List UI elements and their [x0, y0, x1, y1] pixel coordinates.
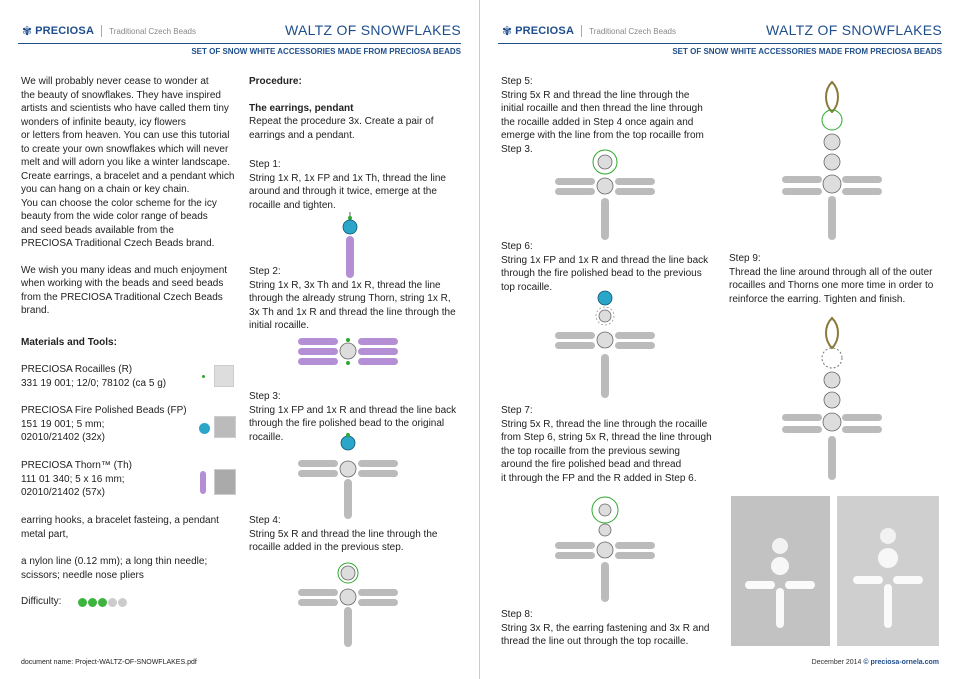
step-2: Step 2: String 1x R, 3x Th and 1x R, thread the line through the already strung Thorn, string 1x R, 3x Th and 1x R and thread the line through the initial rocaille. — [249, 266, 456, 331]
page-footer — [812, 659, 939, 666]
difficulty-rating — [21, 596, 61, 607]
step-9: Step 9: Thread the line around through all of the outer rocailles and Thorns one more time in order to reinforce the earring. Tighten and finish. — [729, 253, 934, 305]
footer-date: December 2014 — [811, 659, 862, 666]
right-page — [480, 0, 960, 679]
difficulty-label: Difficulty: — [21, 596, 62, 607]
step-7: Step 7: String 5x R, thread the line through the rocaille from Step 6, string 5x R, thread the line through the top rocaille from the previous sewing around the fire polished bead and thread it through the FP and the R added in Step 6. — [501, 405, 712, 484]
preciosa-logo — [22, 24, 196, 38]
brand-name: PRECIOSA — [515, 25, 575, 37]
page-header-right — [498, 22, 942, 42]
page-header — [18, 22, 461, 42]
subtitle-bar — [18, 43, 461, 57]
material-fp: PRECIOSA Fire Polished Beads (FP) 151 19 001; 5 mm; 02010/21402 (32x) — [21, 405, 187, 443]
brand-tagline: Traditional Czech Beads — [109, 26, 196, 36]
material-thorn: PRECIOSA Thorn™ (Th) 111 01 340; 5 x 16 mm; 02010/21402 (57x) — [21, 460, 132, 498]
flower-icon: ✾ — [22, 24, 33, 38]
difficulty-dot-5 — [118, 598, 127, 607]
thorn-sample-icon — [200, 471, 206, 494]
step-3-diagram — [298, 433, 398, 519]
step-6: Step 6: String 1x FP and 1x R and thread the line back through the fire polished bead to the previous top rocaille. — [501, 241, 709, 293]
page-title: WALTZ OF SNOWFLAKES — [284, 22, 461, 38]
procedure-subheading: The earrings, pendant — [249, 102, 354, 114]
procedure-intro: Procedure: The earrings, pendant Repeat the procedure 3x. Create a pair of earrings and a pendant. — [249, 75, 464, 142]
step-9-diagram — [782, 316, 882, 488]
difficulty-dot-4 — [108, 598, 117, 607]
rocailles-photo — [214, 365, 234, 387]
earring-photo-shape — [745, 526, 815, 636]
brand-tagline: Traditional Czech Beads — [589, 26, 676, 36]
footer-site-link[interactable]: preciosa-ornela.com — [870, 659, 939, 666]
procedure-heading: Procedure: — [249, 76, 302, 87]
difficulty-dot-1 — [78, 598, 87, 607]
step-4-diagram — [298, 557, 398, 647]
step-6-diagram — [555, 288, 655, 398]
step-8-diagram — [782, 80, 882, 240]
page-subtitle: SET OF SNOW WHITE ACCESSORIES MADE FROM PRECIOSA BEADS — [191, 47, 461, 56]
material-rocailles: PRECIOSA Rocailles (R) 331 19 001; 12/0; 78102 (ca 5 g) — [21, 364, 167, 389]
step-2-diagram — [298, 332, 398, 372]
step-5: Step 5: String 5x R and thread the line through the initial rocaille and then thread the line through the rocaille added in Step 4 once again and emerge with the line from the top rocaille from Step 3. — [501, 76, 704, 155]
step-5-diagram — [555, 148, 655, 240]
step-4: Step 4: String 5x R and thread the line through the rocaille added in the previous step. — [249, 515, 438, 553]
difficulty-dot-3 — [98, 598, 107, 607]
fp-photo — [214, 416, 236, 438]
document-name: document name: Project-WALTZ-OF-SNOWFLAKES.pdf — [21, 659, 197, 666]
earrings-photo — [731, 496, 830, 646]
material-hooks: earring hooks, a bracelet fasteing, a pendant metal part, — [21, 515, 219, 540]
difficulty-dot-2 — [88, 598, 97, 607]
intro-text: We will probably never cease to wonder at the beauty of snowflakes. They have inspired artists and scientists who have called them tiny wonders of infinite beauty, icy flowers or letters from heaven. You can use this tutorial to create your own snowflakes which will never melt and will adorn you like a winter landscape. Create earrings, a bracelet and a pendant which you can hang on a chain or key chain. You can choose the color scheme for the icy beauty from the wide color range of beads and seed beads available from the PRECIOSA Traditional Czech Beads brand. We wish you many ideas and much enjoyment when working with the beads and seed beads from the PRECIOSA Traditional Czech Beads brand. — [21, 76, 235, 316]
page-subtitle: SET OF SNOW WHITE ACCESSORIES MADE FROM PRECIOSA BEADS — [672, 47, 942, 56]
footer-copyright: © — [863, 659, 869, 666]
materials-heading: Materials and Tools: — [21, 337, 117, 348]
page-title: WALTZ OF SNOWFLAKES — [765, 22, 942, 38]
step-1: Step 1: String 1x R, 1x FP and 1x Th, thread the line around and through it twice, emerge at the rocaille and tighten. — [249, 159, 446, 211]
material-tools: a nylon line (0.12 mm); a long thin needle; scissors; needle nose pliers — [21, 556, 208, 581]
subtitle-bar-right — [498, 43, 942, 57]
flower-icon: ✾ — [502, 24, 513, 38]
fp-sample-icon — [199, 423, 210, 434]
step-7-diagram — [555, 490, 655, 602]
brand-name: PRECIOSA — [35, 25, 95, 37]
rocaille-sample-icon — [202, 375, 205, 378]
step-3: Step 3: String 1x FP and 1x R and thread the line back through the fire polished bead to the original rocaille. — [249, 391, 457, 443]
pendant-photo — [837, 496, 939, 646]
thorn-photo — [214, 469, 236, 495]
preciosa-logo-right — [502, 24, 676, 38]
pendant-photo-shape — [853, 516, 923, 636]
step-8: Step 8: String 3x R, the earring fastening and 3x R and thread the line out through the top rocaille. — [501, 609, 710, 647]
